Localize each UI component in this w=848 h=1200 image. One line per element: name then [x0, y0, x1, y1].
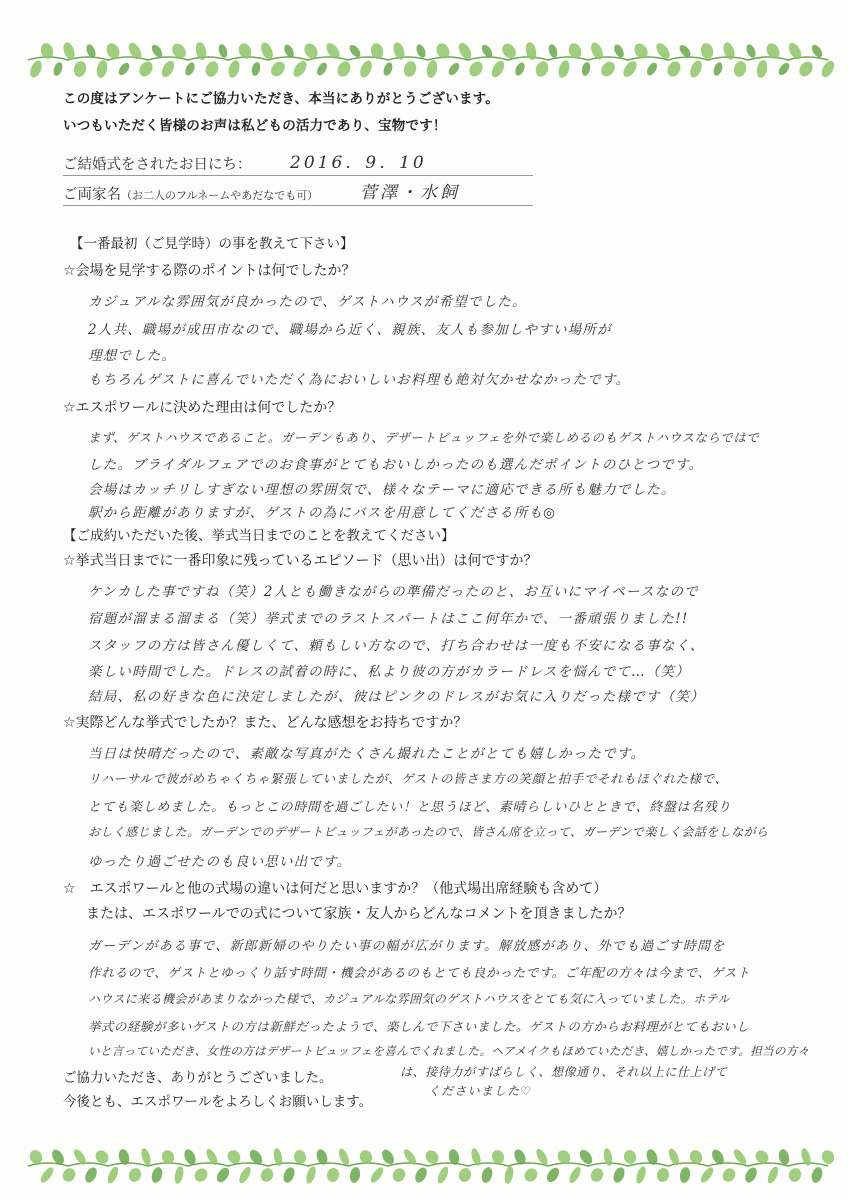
leaf-icon — [52, 61, 64, 77]
question-2: ☆エスポワールに決めた理由は何でしたか？ — [63, 400, 342, 416]
leaf-icon — [819, 59, 836, 80]
leaf-icon — [325, 1167, 340, 1183]
answer-5-line-4: 挙式の経験が多いゲストの方は新鮮だったようで、楽しんで下さいました。ゲストの方からお料理がとてもおいし — [88, 1019, 750, 1034]
question-3: ☆挙式当日までに一番印象に残っているエピソード（思い出）は何ですか？ — [63, 553, 538, 569]
answer-4-line-2: リハーサルで彼がめちゃくちゃ緊張していましたが、ゲストの皆さま方の笑顔と拍手でそれもほぐれた様で、 — [88, 771, 728, 786]
question-5-line-2: または、エスポワールでの式について家族・友人からどんなコメントを頂きましたか？ — [86, 906, 632, 922]
section-1-heading: 【一番最初（ご見学時）の事を教えて下さい】 — [70, 236, 354, 252]
leaf-icon — [237, 1165, 253, 1185]
answer-3-line-5: 結局、私の好きな色に決定しましたが、彼はピンクのドレスがお気に入りだった様です（笑） — [88, 689, 705, 705]
answer-1-line-4: もちろんゲストに喜んでいただく為においしいお料理も絶対欠かせなかったです。 — [88, 372, 631, 388]
leaf-icon — [382, 61, 394, 77]
leaf-icon — [347, 43, 362, 59]
leaf-icon — [655, 1167, 670, 1183]
leaf-icon — [732, 60, 748, 79]
leaf-icon — [106, 1165, 121, 1185]
question-4: ☆実際どんな挙式でしたか？また、どんな感想をお持ちですか？ — [63, 715, 468, 731]
question-1: ☆会場を見学する際のポイントは何でしたか？ — [63, 263, 356, 279]
leaf-icon — [402, 60, 418, 79]
closing-line-1: ご協力いただき、ありがとうございました。 — [63, 1070, 333, 1086]
leaf-icon — [766, 1165, 781, 1185]
leaf-icon — [712, 61, 724, 77]
leaf-icon — [380, 1148, 397, 1167]
leaf-icon — [150, 1166, 164, 1184]
answer-5-tail-1: は、接待力がすばらしく、想像通り、それ以上に仕上げて — [400, 1065, 728, 1079]
answer-2-line-4: 駅から距離がありますが、ゲストの為にバスを用意してくださる所も◎ — [88, 505, 557, 521]
wedding-date-underline — [63, 175, 533, 176]
leaf-icon — [415, 43, 428, 59]
leaf-icon — [534, 59, 551, 78]
leaf-icon — [183, 61, 196, 77]
leaf-icon — [698, 1165, 715, 1184]
answer-1-line-1: カジュアルな雰囲気が良かったので、ゲストハウスが希望でした。 — [88, 294, 527, 310]
leaf-icon — [38, 1165, 55, 1184]
leaf-icon — [169, 41, 188, 61]
leaf-icon — [489, 59, 506, 80]
leaf-icon — [192, 1166, 210, 1184]
leaf-icon — [28, 59, 44, 79]
leaf-icon — [522, 1166, 540, 1184]
leaf-icon — [227, 59, 242, 79]
wedding-date-label: ご結婚式をされたお日にち： — [63, 157, 252, 173]
leaf-icon — [204, 59, 221, 78]
leaf-icon — [810, 1166, 824, 1184]
intro-line-2: いつもいただく皆様のお声は私どもの活力であり、宝物です！ — [63, 118, 447, 134]
leaf-icon — [622, 1149, 637, 1166]
leaf-icon — [688, 59, 704, 79]
answer-5-tail-2: くださいました♡ — [428, 1084, 533, 1098]
leaf-icon — [457, 1166, 473, 1183]
leaf-icon — [214, 1166, 231, 1185]
family-names-value: 菅澤・水飼 — [360, 183, 460, 203]
leaf-icon — [503, 1165, 515, 1184]
leaf-icon — [349, 1166, 362, 1183]
leaf-icon — [436, 1165, 451, 1185]
answer-1-line-3: 理想でした。 — [88, 348, 177, 364]
leaf-icon — [777, 61, 792, 77]
leaf-icon — [480, 1166, 494, 1184]
family-names-label-text: ご両家名 — [63, 187, 121, 203]
leaf-icon — [137, 59, 156, 79]
leaf-icon — [268, 59, 287, 79]
answer-5-line-2: 作れるので、ゲストとゆっくり話す時間・機会があるのもとても良かったです。ご年配の方々は今まで、ゲスト — [88, 965, 751, 980]
answer-2-line-1: まず、ゲストハウスであること。ガーデンもあり、デザートビュッフェを外で楽しめるのもゲストハウスならではで — [88, 430, 760, 445]
family-names-label — [63, 183, 318, 204]
leaf-icon — [159, 59, 176, 80]
answer-5-line-3: ハウスに来る機会があまりなかった様で、カジュアルな雰囲気のゲストハウスをとても気に入っていました。ホテル — [88, 992, 730, 1006]
leaf-icon — [60, 1166, 78, 1184]
leaf-icon — [699, 42, 715, 60]
leaf-icon — [447, 61, 462, 77]
question-5: ☆ エスポワールと他の式場の違いは何だと思いますか？（他式場出席経験も含めて） — [63, 881, 608, 897]
leaf-icon — [83, 1166, 99, 1185]
leaf-icon — [72, 60, 88, 79]
leaf-icon — [304, 1165, 317, 1185]
leaf-icon — [390, 1166, 408, 1184]
leaf-icon — [315, 61, 329, 77]
leaf-icon — [634, 1165, 647, 1185]
leaf-icon — [467, 59, 486, 79]
family-names-note: （お二人のフルネームやあだなでも可） — [121, 189, 319, 202]
leaf-icon — [645, 61, 659, 77]
answer-4-line-4: おしく感じました。ガーデンでのデザートビュッフェがあったので、皆さん席を立って、ガーデンで楽しく会話をしながら — [88, 825, 769, 839]
leaf-icon — [721, 41, 736, 61]
answer-3-line-4: 楽しい時間でした。ドレスの試着の時に、私より彼の方がカラードレスを悩んでて…（笑） — [88, 664, 690, 680]
family-names-underline — [63, 205, 533, 206]
leaf-icon — [820, 1148, 836, 1165]
leaf-icon — [368, 1165, 385, 1184]
bottom-leaf-vine-decoration — [0, 1138, 848, 1198]
wedding-date-value: 2016．9．10 — [290, 153, 427, 173]
section-2-heading: 【ご成約いただいた後、挙式当日までのことを教えてください】 — [63, 528, 455, 544]
leaf-icon — [621, 59, 640, 79]
leaf-icon — [720, 1166, 738, 1184]
leaf-icon — [589, 41, 605, 62]
leaf-icon — [743, 1166, 759, 1185]
leaf-icon — [251, 61, 262, 76]
leaf-icon — [679, 1166, 692, 1183]
leaf-icon — [544, 1166, 561, 1185]
leaf-icon — [413, 1166, 429, 1185]
answer-2-line-3: 会場はカッチリしすぎない理想の雰囲気で、様々なテーマに適応できる所も魅力でした。 — [88, 482, 676, 498]
leaf-icon — [281, 1166, 296, 1185]
leaf-icon — [755, 59, 768, 79]
answer-4-line-1: 当日は快晴だったので、素敵な写真がたくさん撮れたことがとても嬉しかったです。 — [88, 746, 646, 762]
answer-3-line-3: スタッフの方は皆さん優しくて、頼もしい方なので、打ち合わせは一度も不安になる事なく、 — [88, 638, 705, 654]
leaf-icon — [358, 59, 374, 79]
answer-2-line-2: した。ブライダルフェアでのお食事がとてもおいしかったのも選んだポイントのひとつです。 — [88, 457, 704, 473]
leaf-icon — [745, 43, 758, 59]
leaf-icon — [797, 59, 816, 79]
leaf-icon — [173, 1165, 185, 1184]
answer-5-line-1: ガーデンがある事で、新郎新婦のやりたい事の幅が広がります。解放感があり、外でも過ごす時間を — [88, 939, 726, 954]
leaf-icon — [589, 1166, 606, 1184]
leaf-icon — [787, 1166, 803, 1183]
answer-5-line-5: いと言っていただき、女性の方はデザートビュッフェを喜んでくれました。ヘアメイクもほめていただき、嬉しかったです。担当の方々 — [88, 1044, 810, 1058]
leaf-icon — [259, 1166, 276, 1184]
leaf-icon — [557, 59, 572, 79]
leaf-icon — [291, 59, 310, 79]
answer-3-line-1: ケンカした事ですね（笑）2人とも働きながらの準備だったのと、お互いにマイペースなので — [88, 584, 699, 600]
leaf-icon — [581, 61, 592, 76]
leaf-icon — [335, 59, 353, 79]
leaf-icon — [425, 59, 438, 79]
leaf-icon — [95, 59, 108, 79]
leaf-icon — [598, 59, 617, 79]
answer-4-line-5: ゆったり過ごせたのも良い思い出です。 — [88, 854, 352, 870]
leaf-icon — [117, 61, 132, 77]
intro-line-1: この度はアンケートにご協力いただき、本当にありがとうございます。 — [63, 91, 499, 107]
leaf-icon — [611, 1166, 626, 1185]
closing-line-2: 今後とも、エスポワールをよろしくお願いします。 — [63, 1094, 373, 1110]
leaf-icon — [665, 59, 683, 79]
answer-1-line-2: 2人共、職場が成田市なので、職場から近く、親族、友人も参加しやすい場所が — [88, 322, 612, 338]
leaf-icon — [513, 61, 526, 77]
top-leaf-vine-decoration — [0, 28, 848, 88]
leaf-icon — [547, 43, 559, 59]
answer-4-line-3: とても楽しめました。もっとこの時間を過ごしたい！と思うほど、素晴らしいひとときで、終盤は名残り — [88, 800, 732, 815]
leaf-icon — [217, 43, 229, 59]
leaf-icon — [567, 1165, 583, 1185]
answer-3-line-2: 宿題が溜まる溜まる（笑）挙式までのラストスパートはここ何年かで、一番頑張りました!! — [88, 611, 689, 627]
leaf-icon — [127, 1166, 143, 1183]
